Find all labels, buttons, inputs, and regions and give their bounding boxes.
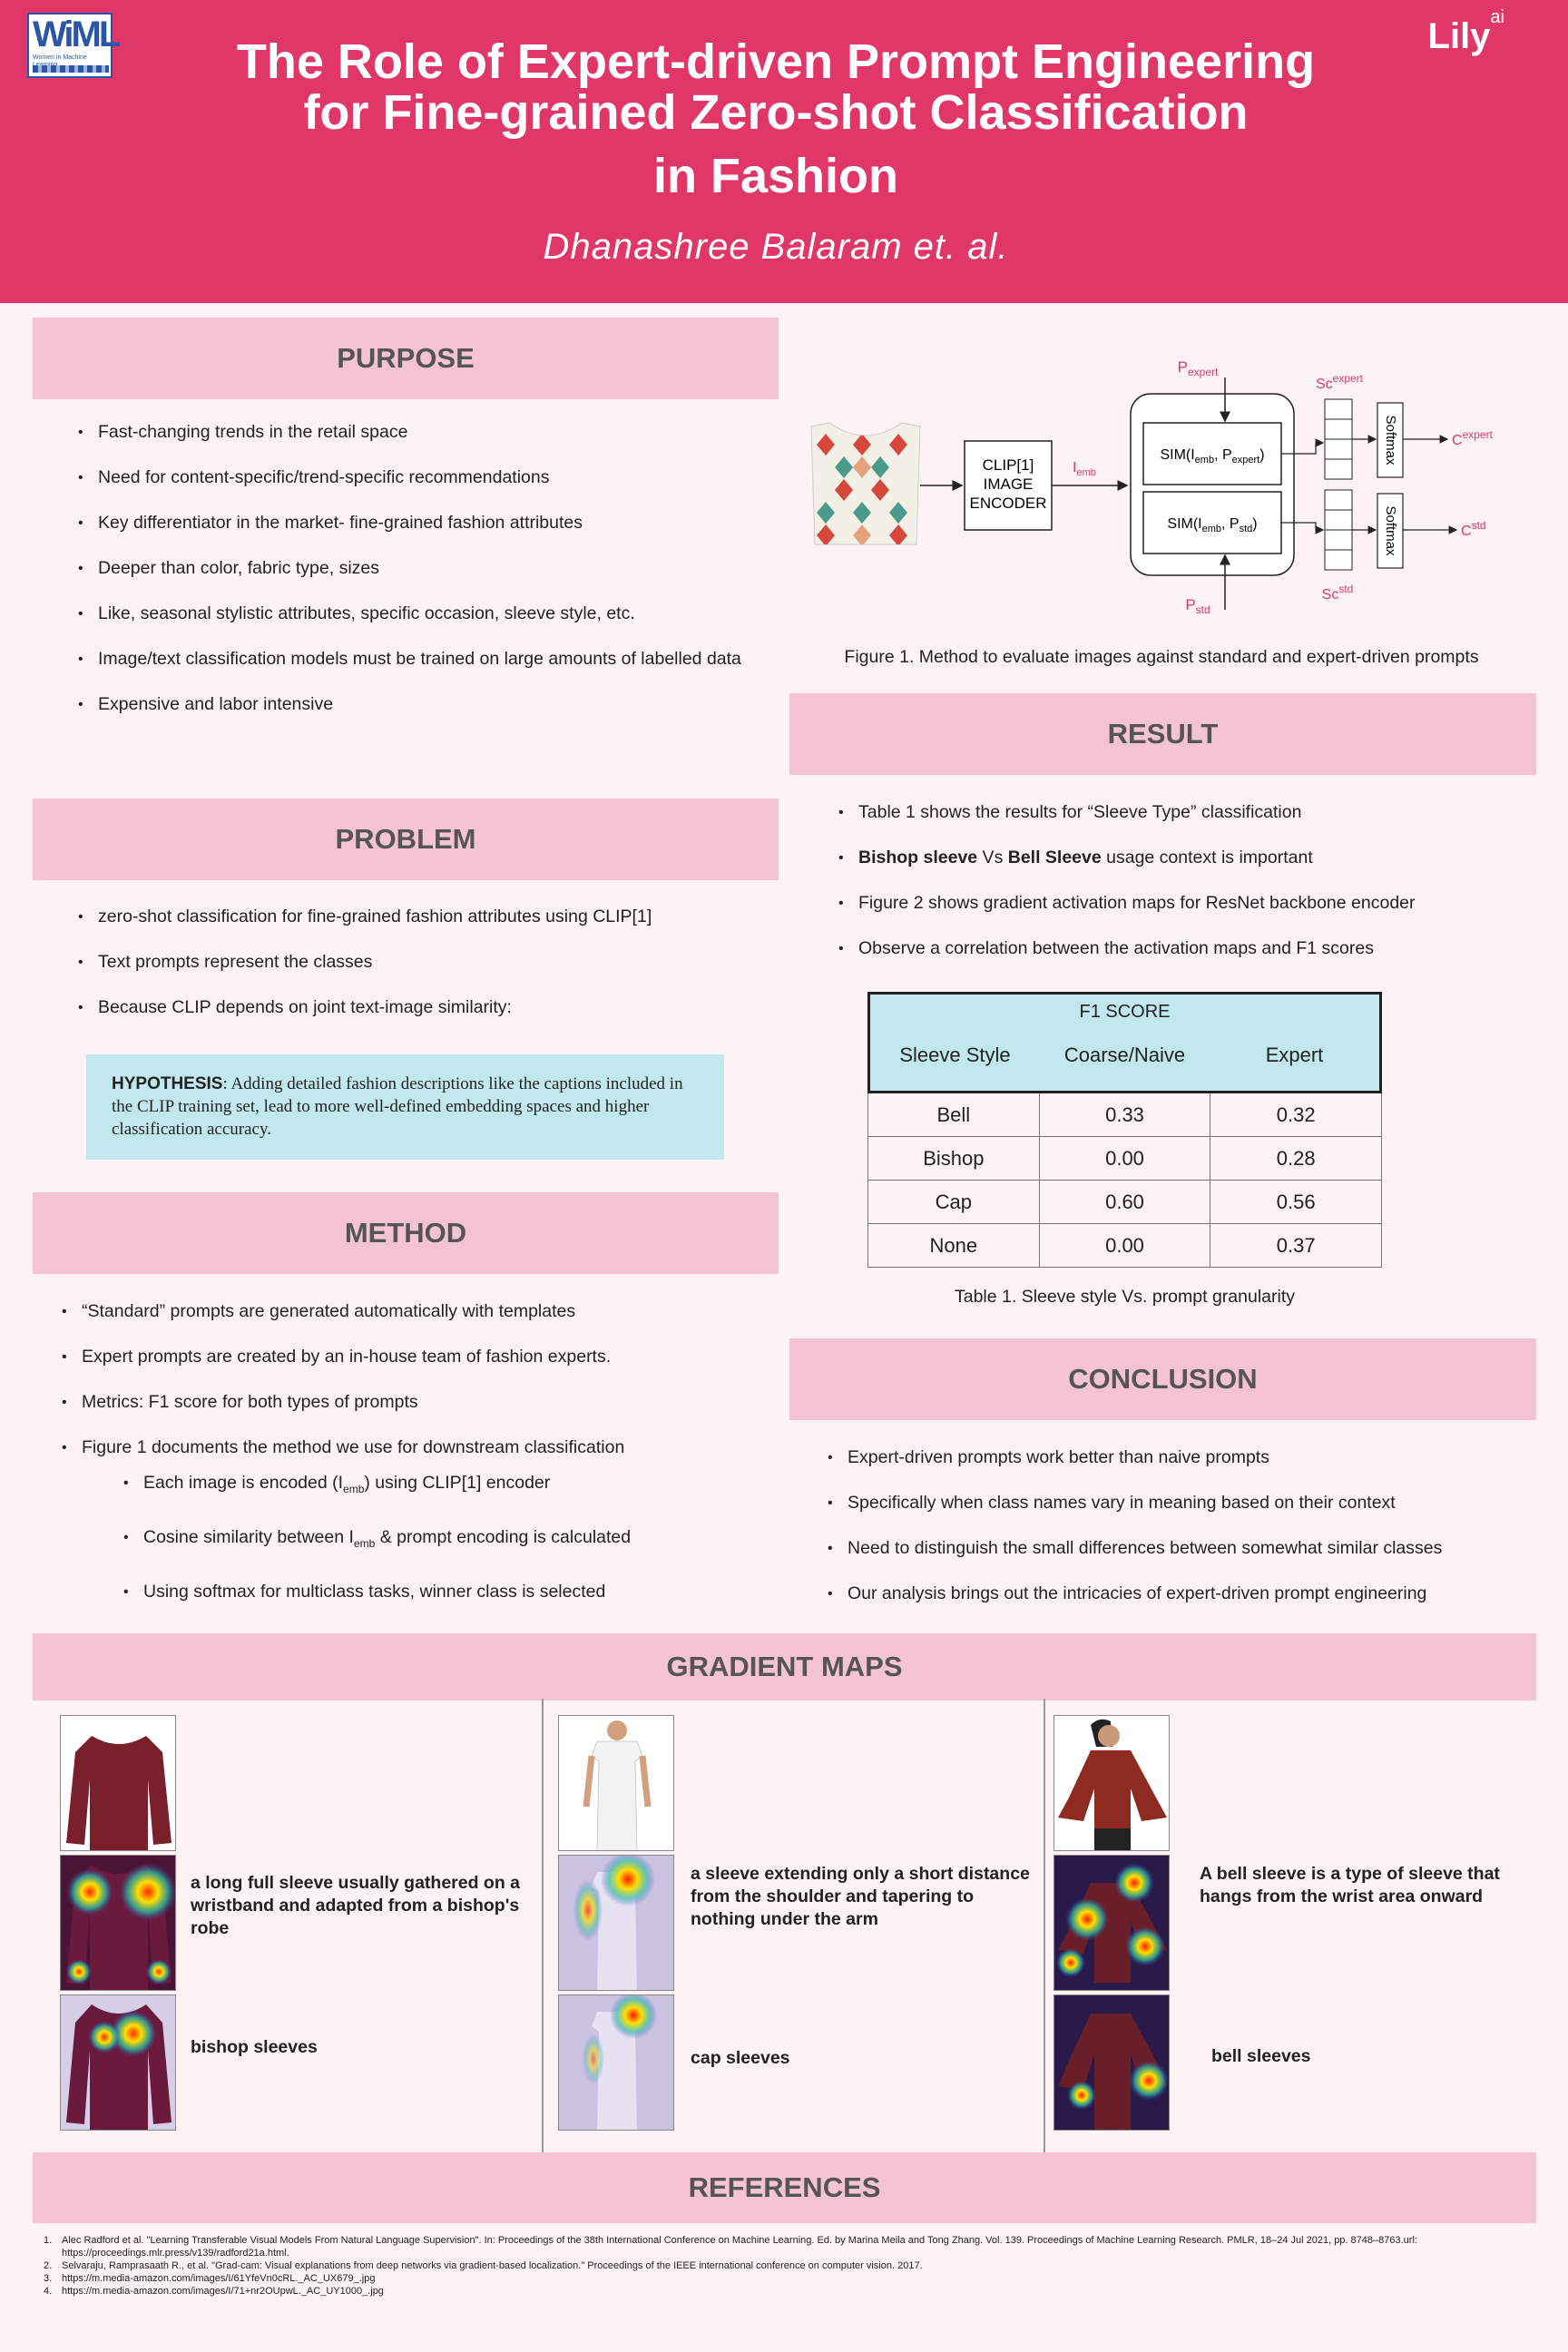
table-row: Cap 0.60 0.56 xyxy=(867,1181,1382,1224)
table-row: Bell 0.33 0.32 xyxy=(867,1093,1382,1137)
list-item: • Expert-driven prompts work better than naive prompts xyxy=(828,1446,1544,1469)
bell-expert-gradcam xyxy=(1054,1855,1170,1991)
list-item: • Bishop sleeve Vs Bell Sleeve usage context is important xyxy=(838,847,1537,869)
cap-product-image xyxy=(558,1715,674,1851)
list-item: • Expert prompts are created by an in-house team of fashion experts. xyxy=(62,1346,788,1368)
column-header: Coarse/Naive xyxy=(1063,1044,1186,1066)
c-expert-label: $C^{expert}$ xyxy=(1452,428,1493,448)
method-heading: METHOD xyxy=(33,1192,779,1274)
list-item: • Deeper than color, fabric type, sizes xyxy=(78,557,768,580)
method-figure xyxy=(799,345,1524,635)
sc-expert-label: $Sc^{expert}$ xyxy=(1315,372,1364,392)
bishop-std-prompt: bishop sleeves xyxy=(191,2037,318,2057)
list-item: • Observe a correlation between the activation maps and F1 scores xyxy=(838,937,1537,960)
purpose-heading: PURPOSE xyxy=(33,318,779,399)
poster-title: The Role of Expert-driven Prompt Engineering for Fine-grained Zero-shot Classification in Fashion xyxy=(236,34,1316,203)
score-vector-std xyxy=(1325,490,1352,570)
cap-expert-prompt: a sleeve extending only a short distance from the shoulder and tapering to nothing under the arm xyxy=(691,1864,1030,1929)
lily-ai-logo: Lily$^{ai}$ xyxy=(1427,6,1504,56)
list-item: • zero-shot classification for fine-grained fashion attributes using CLIP[1] xyxy=(78,906,768,928)
bishop-expert-prompt: a long full sleeve usually gathered on a wristband and adapted from a bishop's robe xyxy=(191,1873,521,1938)
gradient-maps-heading: GRADIENT MAPS xyxy=(33,1633,1536,1700)
table-row: None 0.00 0.37 xyxy=(867,1224,1382,1268)
references-heading: REFERENCES xyxy=(33,2152,1536,2223)
list-item: 1. Alec Radford et al. "Learning Transferable Visual Models From Natural Language Supervision". In: Proceedings of the 38th International Conference on Machine Learning. Ed. by Marina Meila and Tong Zhang. Vol. 139. Proceedings of Machine Learning Research. PMLR, 18–24 Jul 2021, pp. 8748–8763.url: https://proceedings.mlr.press/v139/radford21a.html. xyxy=(44,2235,1417,2259)
list-item: • Table 1 shows the results for “Sleeve Type” classification xyxy=(838,801,1537,824)
encoder-label-1: CLIP[1] xyxy=(982,456,1034,474)
table-row: Bishop 0.00 0.28 xyxy=(867,1137,1382,1181)
list-item: • Figure 1 documents the method we use for downstream classification xyxy=(62,1436,788,1459)
list-item: • Like, seasonal stylistic attributes, specific occasion, sleeve style, etc. xyxy=(78,603,768,625)
table-caption: Table 1. Sleeve style Vs. prompt granularity xyxy=(954,1287,1295,1307)
list-item: • Need for content-specific/trend-specific recommendations xyxy=(78,466,768,489)
encoder-label-2: IMAGE xyxy=(983,475,1034,493)
sim-std-box xyxy=(1143,492,1281,554)
list-item: • Using softmax for multiclass tasks, winner class is selected xyxy=(123,1581,788,1603)
p-expert-label: $P_{expert}$ xyxy=(1177,358,1219,378)
c-std-label: $C^{std}$ xyxy=(1461,519,1486,539)
softmax-expert-label: Softmax xyxy=(1383,415,1399,466)
bishop-expert-gradcam xyxy=(60,1855,176,1991)
list-item: • Fast-changing trends in the retail space xyxy=(78,421,768,444)
list-item: • Metrics: F1 score for both types of prompts xyxy=(62,1391,788,1414)
list-item: • Image/text classification models must be trained on large amounts of labelled data xyxy=(78,648,768,671)
hypothesis-box: HYPOTHESIS: Adding detailed fashion descriptions like the captions included in the CLIP training set, lead to more well-defined embedding spaces and higher classification accuracy. xyxy=(86,1054,724,1160)
table-header: F1 SCORE Sleeve Style Coarse/Naive Expert xyxy=(867,992,1382,1093)
list-item: • Text prompts represent the classes xyxy=(78,951,768,974)
problem-list xyxy=(78,906,768,1042)
list-item: • Need to distinguish the small differences between somewhat similar classes xyxy=(828,1537,1544,1560)
p-std-label: $P_{std}$ xyxy=(1185,596,1210,616)
result-heading: RESULT xyxy=(789,693,1536,775)
list-item: • Each image is encoded $(I_{emb})$ using CLIP[1] encoder xyxy=(123,1472,788,1501)
cap-expert-gradcam xyxy=(558,1855,674,1991)
iemb-label: $I_{emb}$ xyxy=(1073,460,1096,478)
authors: Dhanashree Balaram et. al. xyxy=(543,227,1009,267)
bell-expert-prompt: A bell sleeve is a type of sleeve that hangs from the wrist area onward xyxy=(1200,1864,1500,1906)
method-diagram xyxy=(799,345,1524,635)
encoder-label-3: ENCODER xyxy=(969,495,1047,512)
list-item: 3. https://m.media-amazon.com/images/I/61YfeVn0cRL._AC_UX679_.jpg xyxy=(44,2273,376,2284)
list-item: 2. Selvaraju, Ramprasaath R., et al. "Grad-cam: Visual explanations from deep networks via gradient-based localization." Proceedings of the IEEE international conference on computer vision. 2017. xyxy=(44,2260,923,2271)
list-item: • “Standard” prompts are generated automatically with templates xyxy=(62,1300,788,1323)
list-item: • Expensive and labor intensive xyxy=(78,693,768,716)
bell-product-image xyxy=(1054,1715,1170,1851)
f1-score-table xyxy=(867,992,1382,1268)
bishop-std-gradcam xyxy=(60,1994,176,2131)
figure-caption: Figure 1. Method to evaluate images against standard and expert-driven prompts xyxy=(844,647,1479,667)
bishop-product-image xyxy=(60,1715,176,1851)
wiml-logo: WiML Women in Machine xyxy=(27,13,113,78)
sim-expert-label: $SIM(I_{emb}$, $P_{expert}$) xyxy=(1160,447,1265,466)
cap-std-prompt: cap sleeves xyxy=(691,2048,790,2068)
list-item: • Our analysis brings out the intricacies of expert-driven prompt engineering xyxy=(828,1583,1544,1605)
result-list xyxy=(838,801,1537,983)
references-list xyxy=(44,2234,1532,2298)
softmax-std-label: Softmax xyxy=(1383,505,1399,556)
list-item: 4. https://m.media-amazon.com/images/I/71+nr2OUpwL._AC_UY1000_.jpg xyxy=(44,2286,384,2297)
list-item: • Specifically when class names vary in meaning based on their context xyxy=(828,1492,1544,1514)
poster-header xyxy=(0,0,1568,303)
sc-std-label: $Sc^{std}$ xyxy=(1321,583,1354,603)
list-item: • Because CLIP depends on joint text-image similarity: xyxy=(78,996,768,1019)
list-item: • Cosine similarity between $I_{emb}$ & prompt encoding is calculated xyxy=(123,1526,788,1555)
column-header: Expert xyxy=(1265,1044,1324,1066)
column-header: Sleeve Style xyxy=(899,1044,1011,1066)
bell-std-prompt: bell sleeves xyxy=(1211,2046,1311,2066)
problem-heading: PROBLEM xyxy=(33,799,779,880)
list-item: • Figure 2 shows gradient activation maps for ResNet backbone encoder xyxy=(838,892,1537,915)
conclusion-list xyxy=(828,1446,1544,1628)
bell-std-gradcam xyxy=(1054,1994,1170,2131)
list-item: • Key differentiator in the market- fine-grained fashion attributes xyxy=(78,512,768,534)
score-vector-expert xyxy=(1325,399,1352,479)
conclusion-heading: CONCLUSION xyxy=(789,1338,1536,1420)
crop-top-image xyxy=(811,423,920,546)
sim-std-label: $SIM(I_{emb}$, $P_{std}$) xyxy=(1167,516,1258,534)
method-list xyxy=(62,1300,788,1626)
purpose-list xyxy=(78,421,768,739)
cap-std-gradcam xyxy=(558,1994,674,2131)
